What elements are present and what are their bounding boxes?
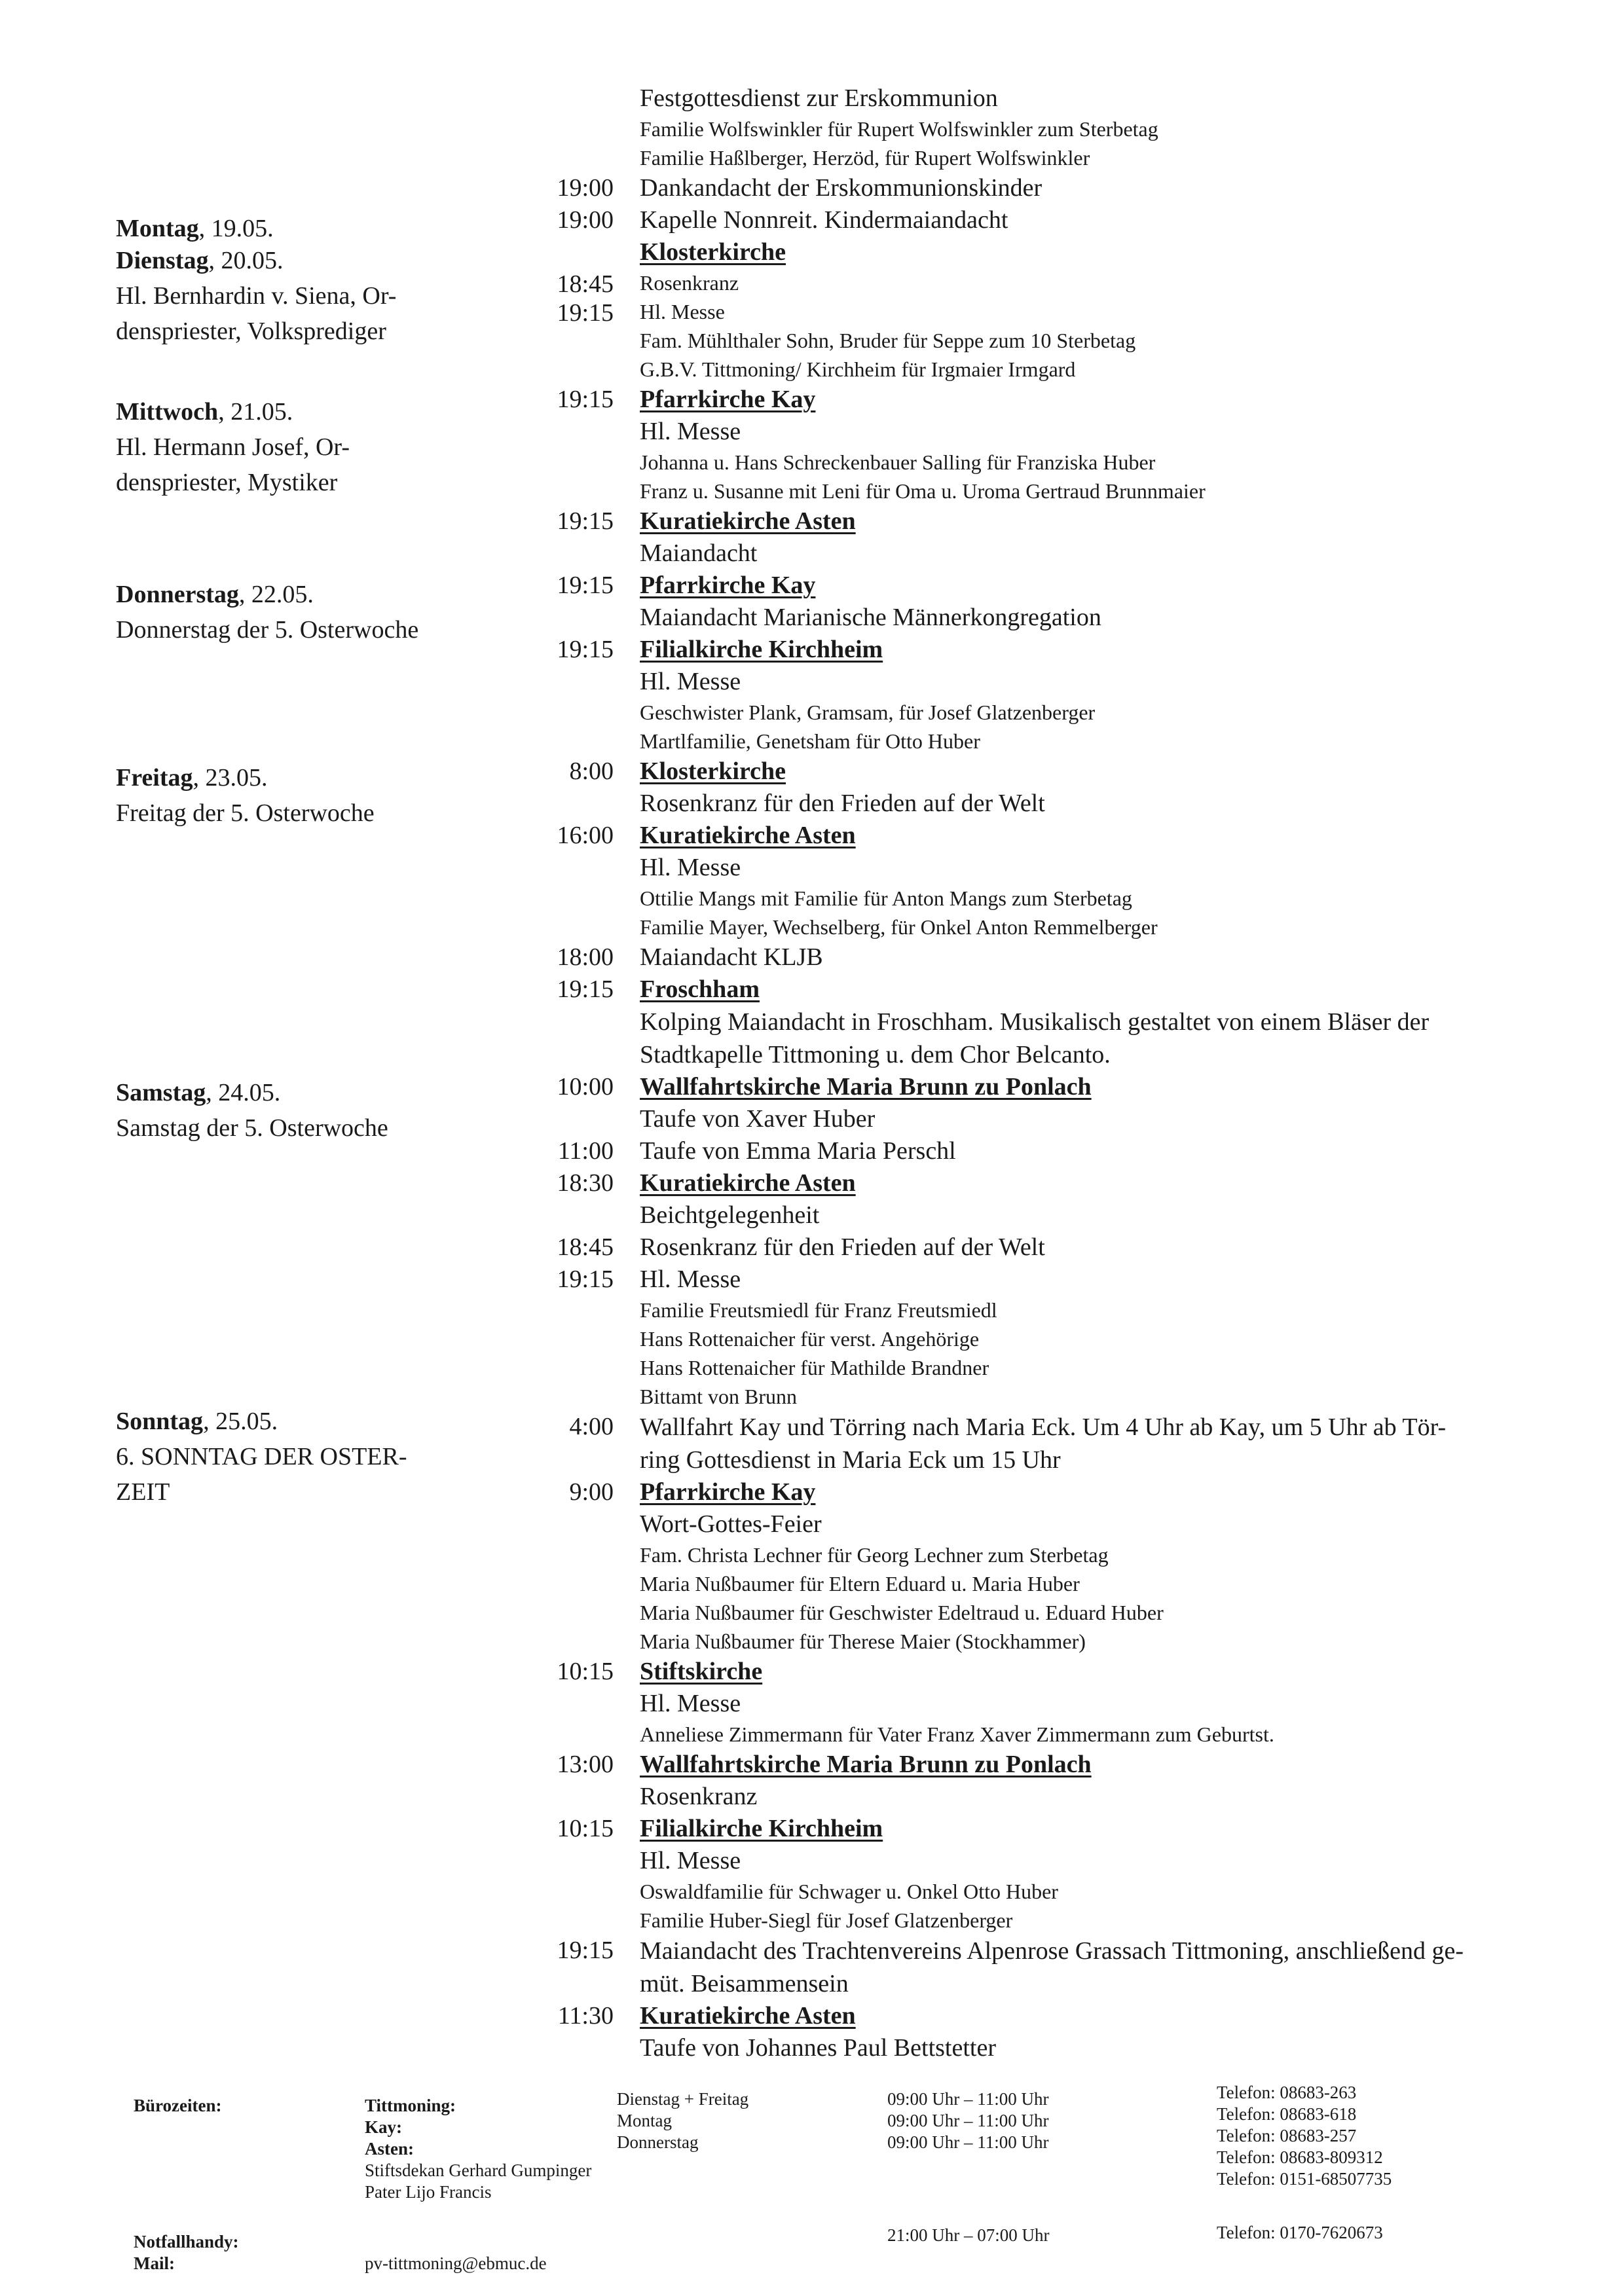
mass-intention: Bittamt von Brunn — [640, 1385, 797, 1408]
service-text: Beichtgelegenheit — [640, 1201, 820, 1229]
service-text: Wort-Gottes-Feier — [640, 1510, 822, 1538]
schedule-entry — [511, 756, 1585, 820]
entry-time: 19:00 — [557, 174, 614, 202]
phone-number: Telefon: 08683-809312 — [1217, 2147, 1383, 2167]
mass-intention: Oswaldfamilie für Schwager u. Onkel Otto Huber — [640, 1880, 1058, 1903]
emergency-label: Notfallhandy: — [134, 2232, 239, 2251]
day-feast: Hl. Hermann Josef, Or- — [116, 433, 350, 461]
day-date: 20.05. — [221, 247, 284, 274]
church-heading: Pfarrkirche Kay — [640, 572, 816, 599]
day-feast: 6. SONNTAG DER OSTER- — [116, 1443, 407, 1470]
service-text: Maiandacht Marianische Männerkongregation — [640, 604, 1101, 631]
day-feast: Samstag der 5. Osterwoche — [116, 1114, 388, 1142]
day-name: Donnerstag — [116, 581, 239, 608]
mass-intention: Fam. Christa Lechner für Georg Lechner zum Sterbetag — [640, 1543, 1109, 1567]
schedule-entry — [511, 1935, 1585, 2000]
church-heading: Froschham — [640, 975, 760, 1003]
schedule-entry — [511, 634, 1585, 756]
day-name: Sonntag — [116, 1408, 204, 1435]
entry-time: 4:00 — [569, 1413, 614, 1440]
entry-time: 11:30 — [557, 2002, 614, 2030]
entry-time: 11:00 — [557, 1137, 614, 1165]
schedule-entry — [511, 941, 1585, 974]
schedule-entry — [511, 297, 1585, 384]
schedule-entry — [511, 236, 1585, 268]
schedule-entry — [511, 820, 1585, 941]
mass-intention: Anneliese Zimmermann für Vater Franz Xaver Zimmermann zum Geburtst. — [640, 1722, 1274, 1746]
day-name: Freitag — [116, 764, 193, 792]
emergency-time: 21:00 Uhr – 07:00 Uhr — [887, 2225, 1050, 2245]
schedule-entry — [511, 570, 1585, 634]
office-day: Donnerstag — [617, 2132, 699, 2152]
church-heading: Wallfahrtskirche Maria Brunn zu Ponlach — [640, 1073, 1092, 1101]
church-heading: Klosterkirche — [640, 238, 786, 266]
mail-address[interactable]: pv-tittmoning@ebmuc.de — [365, 2253, 547, 2273]
schedule-entry — [511, 505, 1585, 570]
service-text: Hl. Messe — [640, 418, 741, 445]
service-text: Festgottesdienst zur Erskommunion — [640, 84, 998, 112]
office-days — [617, 2088, 748, 2153]
entry-time: 16:00 — [557, 822, 614, 849]
service-text: Stadtkapelle Tittmoning u. dem Chor Belcanto. — [640, 1041, 1111, 1068]
church-heading: Filialkirche Kirchheim — [640, 1815, 883, 1842]
entry-time: 19:15 — [557, 299, 614, 327]
entry-time: 10:15 — [557, 1815, 614, 1842]
mass-intention: Familie Haßlberger, Herzöd, für Rupert Wolfswinkler — [640, 146, 1090, 170]
mass-intention: G.B.V. Tittmoning/ Kirchheim für Irgmaier Irmgard — [640, 357, 1076, 381]
mass-intention: Familie Mayer, Wechselberg, für Onkel Anton Remmelberger — [640, 915, 1158, 939]
entry-time: 10:00 — [557, 1073, 614, 1101]
church-heading: Wallfahrtskirche Maria Brunn zu Ponlach — [640, 1751, 1092, 1778]
service-text: müt. Beisammensein — [640, 1970, 849, 1997]
service-text: Wallfahrt Kay und Törring nach Maria Eck. Um 4 Uhr ab Kay, um 5 Uhr ab Tör- — [640, 1413, 1447, 1441]
church-heading: Stiftskirche — [640, 1658, 763, 1685]
service-text: ring Gottesdienst in Maria Eck um 15 Uhr — [640, 1446, 1061, 1474]
schedule-entry — [511, 974, 1585, 1071]
service-text: Kapelle Nonnreit. Kindermaiandacht — [640, 206, 1008, 234]
service-text: Taufe von Johannes Paul Bettstetter — [640, 2034, 996, 2062]
entry-time: 19:15 — [557, 507, 614, 535]
mass-intention: Maria Nußbaumer für Eltern Eduard u. Maria Huber — [640, 1572, 1080, 1595]
entry-time: 19:00 — [557, 206, 614, 234]
day-feast: Donnerstag der 5. Osterwoche — [116, 616, 419, 644]
schedule-list — [511, 82, 1585, 2064]
office-time: 09:00 Uhr – 11:00 Uhr — [887, 2089, 1049, 2109]
day-date: 24.05. — [218, 1079, 281, 1106]
schedule-entry — [511, 1656, 1585, 1749]
entry-time: 19:15 — [557, 636, 614, 663]
entry-time: 10:15 — [557, 1658, 614, 1685]
mass-intention: Familie Freutsmiedl für Franz Freutsmiedl — [640, 1298, 997, 1322]
office-phones — [1217, 2082, 1392, 2190]
day-date: 25.05. — [215, 1408, 278, 1435]
day-block: Sonntag, 25.05. 6. SONNTAG DER OSTER- ZEIT — [116, 1404, 483, 1510]
schedule-entry — [511, 268, 1585, 297]
day-block: Donnerstag, 22.05. Donnerstag der 5. Osterwoche — [116, 577, 483, 647]
day-date: 23.05. — [205, 764, 268, 792]
phone-number: Telefon: 0151-68507735 — [1217, 2169, 1392, 2189]
service-text: Rosenkranz — [640, 1783, 758, 1810]
schedule-entry — [511, 1264, 1585, 1411]
church-heading: Pfarrkirche Kay — [640, 1478, 816, 1506]
schedule-entry — [511, 1476, 1585, 1656]
schedule-entry — [511, 1071, 1585, 1135]
schedule-entry — [511, 2000, 1585, 2064]
day-block: Dienstag, 20.05. Hl. Bernhardin v. Siena, Or- denspriester, Volksprediger — [116, 243, 483, 349]
day-block: Mittwoch, 21.05. Hl. Hermann Josef, Or- denspriester, Mystiker — [116, 394, 483, 500]
church-heading: Kuratiekirche Asten — [640, 822, 856, 849]
mass-intention: Hans Rottenaicher für Mathilde Brandner — [640, 1356, 989, 1379]
church-heading: Kuratiekirche Asten — [640, 507, 856, 535]
day-name: Samstag — [116, 1079, 206, 1106]
schedule-entry — [511, 172, 1585, 204]
service-text: Hl. Messe — [640, 668, 741, 695]
entry-time: 13:00 — [557, 1751, 614, 1778]
day-block: Samstag, 24.05. Samstag der 5. Osterwoche — [116, 1075, 483, 1146]
service-text: Rosenkranz für den Frieden auf der Welt — [640, 790, 1045, 817]
mass-intention: Ottilie Mangs mit Familie für Anton Mangs zum Sterbetag — [640, 886, 1132, 910]
service-text: Maiandacht KLJB — [640, 943, 823, 971]
church-heading: Filialkirche Kirchheim — [640, 636, 883, 663]
day-block: Montag, 19.05. — [116, 215, 274, 242]
mail-label: Mail: — [134, 2253, 175, 2273]
day-feast: denspriester, Mystiker — [116, 469, 338, 496]
schedule-entry — [511, 384, 1585, 505]
service-text: Maiandacht — [640, 539, 758, 567]
office-times — [887, 2088, 1048, 2153]
day-name: Montag — [116, 215, 199, 242]
mass-intention: Maria Nußbaumer für Therese Maier (Stockhammer) — [640, 1630, 1086, 1653]
office-day: Montag — [617, 2111, 672, 2130]
emergency-phone: Telefon: 0170-7620673 — [1217, 2223, 1383, 2242]
place-label: Tittmoning: — [365, 2096, 456, 2115]
day-date: 19.05. — [211, 215, 274, 242]
day-feast: denspriester, Volksprediger — [116, 318, 386, 345]
entry-time: 9:00 — [569, 1478, 614, 1506]
service-text: Hl. Messe — [640, 854, 741, 881]
mass-intention: Franz u. Susanne mit Leni für Oma u. Uroma Gertraud Brunnmaier — [640, 479, 1206, 503]
mass-intention: Hl. Messe — [640, 300, 725, 323]
mass-intention: Familie Wolfswinkler für Rupert Wolfswinkler zum Sterbetag — [640, 117, 1158, 141]
service-text: Dankandacht der Erskommunionskinder — [640, 174, 1043, 202]
church-heading: Pfarrkirche Kay — [640, 386, 816, 413]
office-hours-label: Bürozeiten: — [134, 2096, 222, 2115]
schedule-entry — [511, 82, 1585, 172]
entry-time: 19:15 — [557, 1266, 614, 1293]
place-label: Asten: — [365, 2139, 414, 2159]
service-text: Rosenkranz für den Frieden auf der Welt — [640, 1233, 1045, 1261]
day-feast: Freitag der 5. Osterwoche — [116, 799, 375, 827]
church-heading: Kuratiekirche Asten — [640, 2002, 856, 2030]
entry-time: 18:45 — [557, 270, 614, 298]
entry-time: 18:30 — [557, 1169, 614, 1197]
entry-time: 18:00 — [557, 943, 614, 971]
day-date: 21.05. — [231, 398, 293, 426]
day-name: Dienstag — [116, 247, 209, 274]
entry-time: 19:15 — [557, 975, 614, 1003]
schedule-entry — [511, 1167, 1585, 1231]
mass-intention: Geschwister Plank, Gramsam, für Josef Glatzenberger — [640, 701, 1096, 724]
day-block: Freitag, 23.05. Freitag der 5. Osterwoche — [116, 760, 483, 831]
service-text: Taufe von Xaver Huber — [640, 1105, 876, 1133]
office-time: 09:00 Uhr – 11:00 Uhr — [887, 2132, 1049, 2152]
entry-time: 19:15 — [557, 1937, 614, 1964]
entry-time: 19:15 — [557, 572, 614, 599]
entry-time: 8:00 — [569, 757, 614, 785]
mass-intention: Martlfamilie, Genetsham für Otto Huber — [640, 729, 980, 753]
schedule-entry — [511, 1411, 1585, 1476]
entry-time: 18:45 — [557, 1233, 614, 1261]
schedule-entry — [511, 1813, 1585, 1935]
mass-intention: Rosenkranz — [640, 271, 739, 295]
church-heading: Klosterkirche — [640, 757, 786, 785]
service-text: Hl. Messe — [640, 1266, 741, 1293]
service-text: Hl. Messe — [640, 1847, 741, 1874]
mass-intention: Hans Rottenaicher für verst. Angehörige — [640, 1327, 980, 1351]
office-day: Dienstag + Freitag — [617, 2089, 749, 2109]
service-text: Maiandacht des Trachtenvereins Alpenrose Grassach Tittmoning, anschließend ge- — [640, 1937, 1464, 1965]
schedule-entry — [511, 204, 1585, 236]
service-text: Kolping Maiandacht in Froschham. Musikalisch gestaltet von einem Bläser der — [640, 1008, 1430, 1036]
contact-person: Stiftsdekan Gerhard Gumpinger — [365, 2160, 592, 2180]
schedule-entry — [511, 1231, 1585, 1264]
day-date: 22.05. — [251, 581, 314, 608]
church-heading: Kuratiekirche Asten — [640, 1169, 856, 1197]
day-feast: Hl. Bernhardin v. Siena, Or- — [116, 282, 397, 310]
entry-time: 19:15 — [557, 386, 614, 413]
office-time: 09:00 Uhr – 11:00 Uhr — [887, 2111, 1049, 2130]
mass-intention: Johanna u. Hans Schreckenbauer Salling für Franziska Huber — [640, 450, 1156, 474]
mass-intention: Familie Huber-Siegl für Josef Glatzenberger — [640, 1908, 1013, 1932]
day-name: Mittwoch — [116, 398, 219, 426]
mass-intention: Maria Nußbaumer für Geschwister Edeltraud u. Eduard Huber — [640, 1601, 1164, 1624]
day-feast: ZEIT — [116, 1478, 170, 1506]
office-places — [365, 2095, 591, 2203]
service-text: Hl. Messe — [640, 1690, 741, 1717]
mass-intention: Fam. Mühlthaler Sohn, Bruder für Seppe zum 10 Sterbetag — [640, 329, 1136, 352]
place-label: Kay: — [365, 2117, 402, 2137]
phone-number: Telefon: 08683-263 — [1217, 2083, 1357, 2102]
contact-person: Pater Lijo Francis — [365, 2182, 492, 2202]
phone-number: Telefon: 08683-257 — [1217, 2126, 1357, 2145]
schedule-entry — [511, 1135, 1585, 1167]
schedule-entry — [511, 1749, 1585, 1813]
service-text: Taufe von Emma Maria Perschl — [640, 1137, 956, 1165]
phone-number: Telefon: 08683-618 — [1217, 2104, 1357, 2124]
